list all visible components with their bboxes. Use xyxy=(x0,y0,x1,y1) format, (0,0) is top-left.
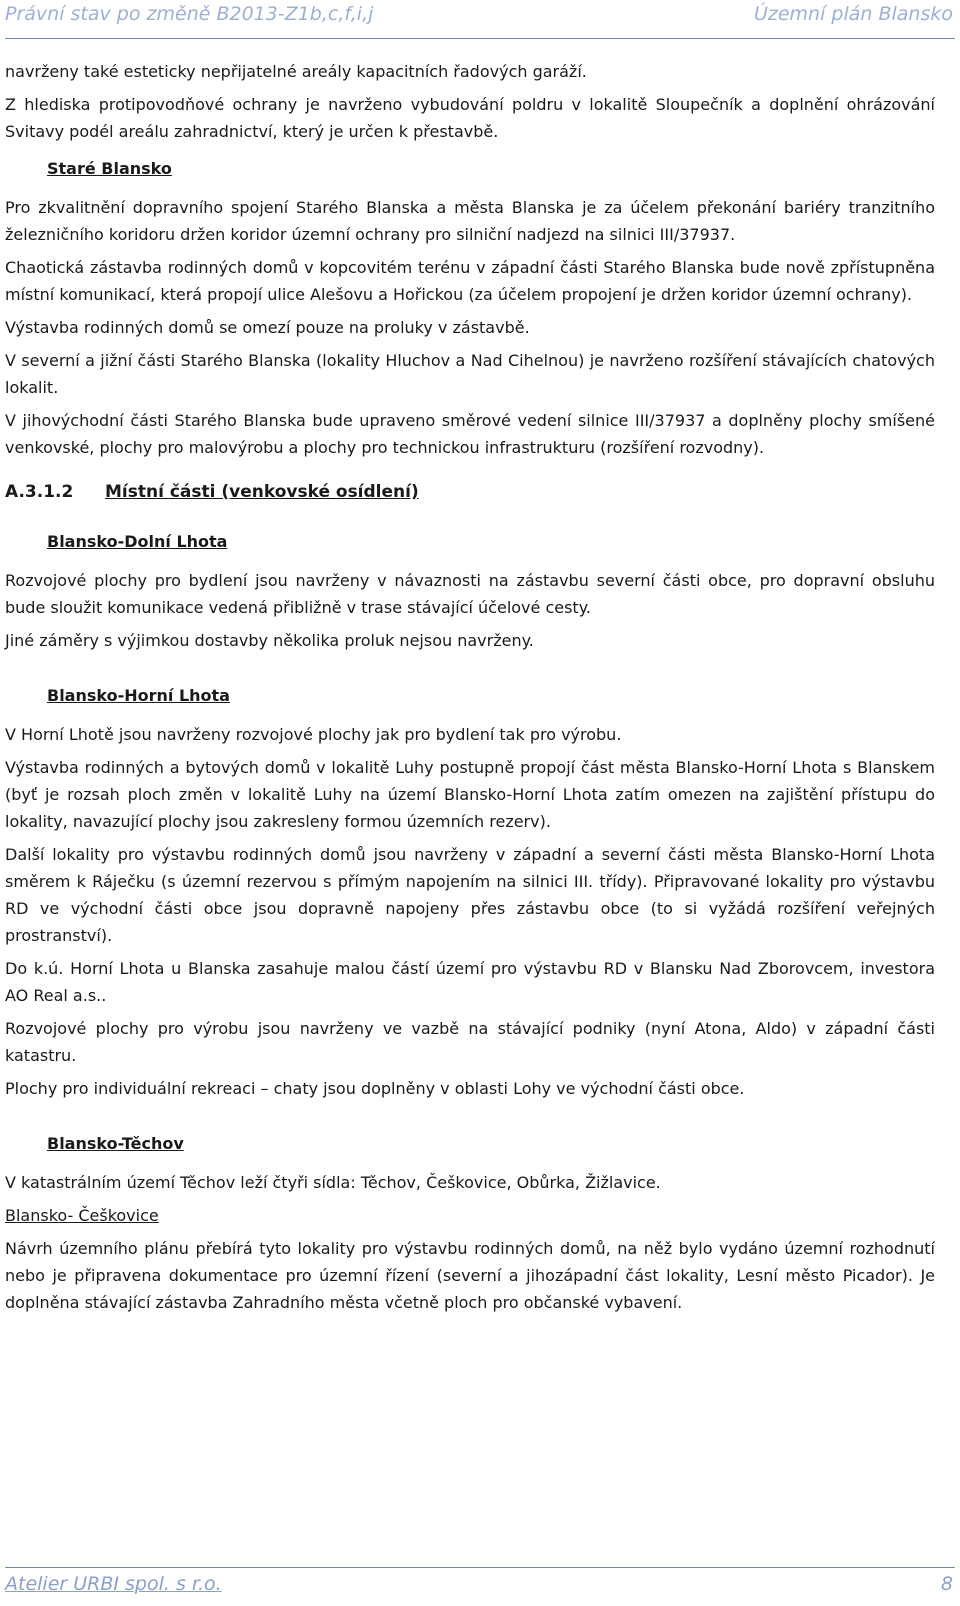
paragraph: Do k.ú. Horní Lhota u Blanska zasahuje malou částí území pro výstavbu RD v Blansku Nad Zborovcem, investora AO Real a.s.. xyxy=(5,959,935,1005)
page-header xyxy=(5,0,955,39)
paragraph: navrženy také esteticky nepřijatelné areály kapacitních řadových garáží. xyxy=(5,62,587,81)
section-heading xyxy=(5,479,935,506)
paragraph: V Horní Lhotě jsou navrženy rozvojové plochy jak pro bydlení tak pro výrobu. xyxy=(5,725,622,744)
paragraph: V jihovýchodní části Starého Blanska bude upraveno směrové vedení silnice III/37937 a doplněny plochy smíšené venkovské, plochy pro malovýrobu a plochy pro technickou infrastrukturu (rozšíření rozvodny). xyxy=(5,411,935,457)
paragraph: V severní a jižní části Starého Blanska (lokality Hluchov a Nad Cihelnou) je navrženo rozšíření stávajících chatových lokalit. xyxy=(5,351,935,397)
paragraph: Výstavba rodinných domů se omezí pouze na proluky v zástavbě. xyxy=(5,318,530,337)
paragraph: Další lokality pro výstavbu rodinných domů jsou navrženy v západní a severní části města Blansko-Horní Lhota směrem k Ráječku (s územní rezervou s přímým napojením na silnici III. třídy). Připravované lokality pro výstavbu RD ve východní části obce jsou dopravně napojeny přes zástavbu obce (to si vyžádá rozšíření veřejných prostranství). xyxy=(5,845,935,945)
page-number: 8 xyxy=(940,1573,953,1595)
section-number: A.3.1.2 xyxy=(5,482,74,502)
document-body xyxy=(5,58,935,1326)
subheading-dolni-lhota: Blansko-Dolní Lhota xyxy=(47,532,228,551)
subheading-techov: Blansko-Těchov xyxy=(47,1134,184,1153)
paragraph: Chaotická zástavba rodinných domů v kopcovitém terénu v západní části Starého Blanska bude nově zpřístupněna místní komunikací, která propojí ulice Alešovu a Hořickou (za účelem propojení je držen koridor územní ochrany). xyxy=(5,258,935,304)
paragraph: Pro zkvalitnění dopravního spojení Starého Blanska a města Blanska je za účelem překonání bariéry tranzitního železničního koridoru držen koridor územní ochrany pro silniční nadjezd na silnici III/37937. xyxy=(5,198,935,244)
section-title: Místní části (venkovské osídlení) xyxy=(105,482,419,502)
paragraph: V katastrálním území Těchov leží čtyři sídla: Těchov, Češkovice, Obůrka, Žižlavice. xyxy=(5,1173,661,1192)
subheading-stare-blansko: Staré Blansko xyxy=(47,159,172,178)
paragraph: Z hlediska protipovodňové ochrany je navrženo vybudování poldru v lokalitě Sloupečník a doplnění ohrázování Svitavy podél areálu zahradnictví, který je určen k přestavbě. xyxy=(5,95,935,141)
subheading-horni-lhota: Blansko-Horní Lhota xyxy=(47,686,230,705)
paragraph: Návrh územního plánu přebírá tyto lokality pro výstavbu rodinných domů, na něž bylo vydáno územní rozhodnutí nebo je připravena dokumentace pro územní řízení (severní a jihozápadní část lokality, Lesní město Picador). Je doplněna stávající zástavba Zahradního města včetně ploch pro občanské vybavení. xyxy=(5,1239,935,1312)
paragraph: Rozvojové plochy pro výrobu jsou navrženy ve vazbě na stávající podniky (nyní Atona, Aldo) v západní části katastru. xyxy=(5,1019,935,1065)
footer-company: Atelier URBI spol. s r.o. xyxy=(5,1573,222,1595)
header-plan-title: Územní plán Blansko xyxy=(753,3,953,25)
subheading-ceskovice: Blansko- Češkovice xyxy=(5,1206,159,1225)
paragraph: Výstavba rodinných a bytových domů v lokalitě Luhy postupně propojí část města Blansko-Horní Lhota s Blanskem (byť je rozsah ploch změn v lokalitě Luhy na území Blansko-Horní Lhota zatím omezen na zajištění přístupu do lokality, navazující plochy jsou zakresleny formou územních rezerv). xyxy=(5,758,935,831)
paragraph: Plochy pro individuální rekreaci – chaty jsou doplněny v oblasti Lohy ve východní části obce. xyxy=(5,1079,745,1098)
header-document-title: Právní stav po změně B2013-Z1b,c,f,i,j xyxy=(5,3,374,25)
page-footer xyxy=(5,1567,955,1606)
paragraph: Rozvojové plochy pro bydlení jsou navrženy v návaznosti na zástavbu severní části obce, pro dopravní obsluhu bude sloužit komunikace vedená přibližně v trase stávající účelové cesty. xyxy=(5,571,935,617)
paragraph: Jiné záměry s výjimkou dostavby několika proluk nejsou navrženy. xyxy=(5,631,534,650)
